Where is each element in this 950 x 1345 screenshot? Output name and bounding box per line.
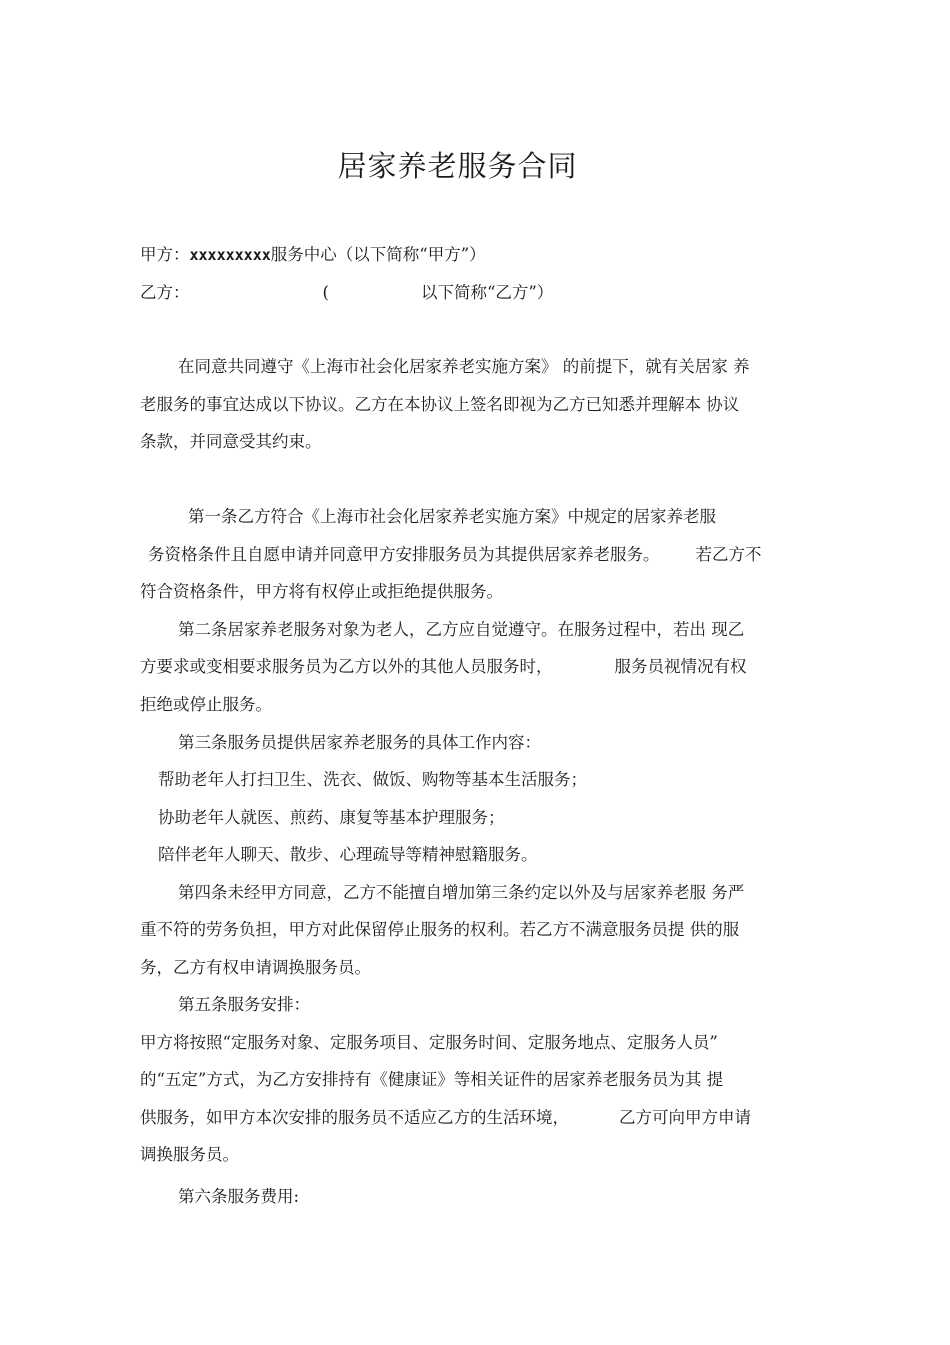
party-b-paren: ( xyxy=(322,283,329,302)
document-title: 居家养老服务合同 xyxy=(337,149,578,183)
party-a-suffix: 服务中心（以下简称“甲方”） xyxy=(270,245,486,264)
party-a-line xyxy=(140,243,486,267)
article2-line-2a: 方要求或变相要求服务员为乙方以外的其他人员服务时， xyxy=(140,657,553,676)
article6-heading: 第六条服务费用: xyxy=(178,1187,300,1206)
article3-item-3: 陪伴老年人聊天、散步、心理疏导等精神慰籍服务。 xyxy=(158,845,538,864)
article4-line-3: 务，乙方有权申请调换服务员。 xyxy=(140,958,371,977)
party-a-label: 甲方： xyxy=(140,245,190,264)
article2-line-2b: 服务员视情况有权 xyxy=(614,657,747,676)
article3-item-1: 帮助老年人打扫卫生、洗衣、做饭、购物等基本生活服务； xyxy=(158,770,587,789)
article5-line-3 xyxy=(140,1106,751,1130)
article4-line-2: 重不符的劳务负担，甲方对此保留停止服务的权利。若乙方不满意服务员提 供的服 xyxy=(140,920,740,939)
article3-heading: 第三条服务员提供居家养老服务的具体工作内容： xyxy=(178,733,541,752)
article1-line-2a: 务资格条件且自愿申请并同意甲方安排服务员为其提供居家养老服务。 xyxy=(148,545,660,564)
article5-heading: 第五条服务安排： xyxy=(178,995,310,1014)
party-a-name: xxxxxxxxx xyxy=(189,246,271,264)
article1-line-2 xyxy=(148,543,762,567)
party-b-suffix: 以下简称“乙方”） xyxy=(420,283,554,302)
article5-line-4: 调换服务员。 xyxy=(140,1145,239,1164)
preamble-line-1: 在同意共同遵守《上海市社会化居家养老实施方案》 的前提下，就有关居家 养 xyxy=(178,357,750,376)
article5-line-1: 甲方将按照“定服务对象、定服务项目、定服务时间、定服务地点、定服务人员” xyxy=(140,1033,718,1052)
article3-item-2: 协助老年人就医、煎药、康复等基本护理服务； xyxy=(158,808,505,827)
preamble-line-2: 老服务的事宜达成以下协议。乙方在本协议上签名即视为乙方已知悉并理解本 协议 xyxy=(140,395,740,414)
party-b-line xyxy=(140,281,553,305)
article2-line-2 xyxy=(140,655,747,679)
preamble-line-3: 条款，并同意受其约束。 xyxy=(140,432,322,451)
article5-line-2: 的“五定”方式，为乙方安排持有《健康证》等相关证件的居家养老服务员为其 提 xyxy=(140,1070,724,1089)
article1-line-3: 符合资格条件，甲方将有权停止或拒绝提供服务。 xyxy=(140,582,503,601)
article5-line-3a: 供服务，如甲方本次安排的服务员不适应乙方的生活环境， xyxy=(140,1108,569,1127)
article2-line-1: 第二条居家养老服务对象为老人，乙方应自觉遵守。在服务过程中，若出 现乙 xyxy=(178,620,745,639)
article1-line-1: 第一条乙方符合《上海市社会化居家养老实施方案》中规定的居家养老服 xyxy=(188,507,716,526)
party-b-label: 乙方： xyxy=(140,283,190,302)
article2-line-3: 拒绝或停止服务。 xyxy=(140,695,272,714)
article4-line-1: 第四条未经甲方同意，乙方不能擅自增加第三条约定以外及与居家养老服 务严 xyxy=(178,883,745,902)
article1-line-2b: 若乙方不 xyxy=(695,545,762,564)
article5-line-3b: 乙方可向甲方申请 xyxy=(619,1108,751,1127)
